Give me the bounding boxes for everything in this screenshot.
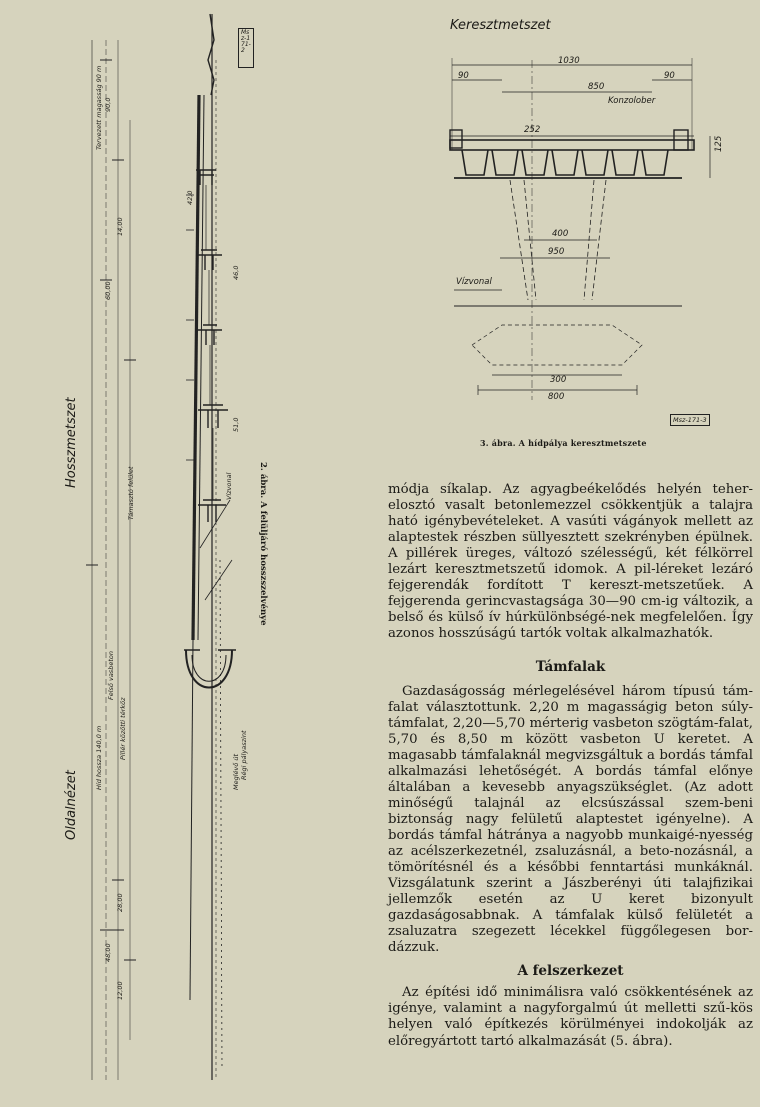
heading-superstructure: A felszerkezet — [517, 963, 624, 980]
number-label-3: 60,00 — [104, 281, 112, 300]
number-label-4: 48,00 — [104, 943, 112, 962]
cross-section-figure — [392, 0, 760, 470]
cross-section-stamp: Msz-171-3 — [670, 414, 710, 426]
article-text — [388, 482, 753, 1050]
figure-3-caption: 3. ábra. A hídpálya keresztmetszete — [480, 438, 647, 448]
paragraph-foundation: módja síkalap. Az agyagbeékelődés helyén teher-elosztó vasalt betonlemezzel csökkentjük a talajra ható igénybevételeket. A vasúti vágányok mellett az alaptestek részben süllyesztett szekrényben épülnek. A pillérek üreges, változó szélességű, két félkörrel lezárt keresztmetszetű idomok. A pil-léreket lezáró fejgerendák fordított T kereszt-metszetűek. A fejgerenda gerincvastagsága 30—90 cm-ig változik, a belső és külső ív húrkülönbségé-nek megfelelően. Így azonos hosszúságú tartók voltak alkalmazhatók. — [388, 482, 753, 642]
number-label-2: 14,00 — [116, 217, 124, 236]
number-label-6: 12,00 — [116, 981, 124, 1000]
annotation-old-deck: Régi pályaszint — [240, 730, 248, 780]
number-label-8: 46,0 — [232, 265, 240, 280]
annotation-waterline: Vízvonal — [225, 472, 233, 500]
number-label-9: 51,0 — [232, 417, 240, 432]
figure-2-caption: 2. ábra. A felüljáró hosszszelvénye — [258, 462, 268, 626]
label-konzol: Konzolober — [608, 96, 656, 106]
dim-mid: 850 — [588, 82, 605, 92]
number-label-5: 28,00 — [116, 893, 124, 912]
cross-section-title: Keresztmetszet — [450, 18, 551, 33]
number-label-7: 42,0 — [186, 190, 194, 205]
dim-inner: 400 — [552, 229, 569, 239]
heading-retaining-walls: Támfalak — [535, 659, 606, 676]
number-label-1: 90,0 — [104, 97, 112, 112]
dim-height: 125 — [714, 135, 724, 152]
annotation-support-surface: Támasztó felület — [127, 466, 135, 520]
dim-base: 950 — [548, 247, 565, 257]
side-view-label: Oldalnézet — [64, 770, 79, 840]
dim-right: 90 — [664, 71, 675, 81]
dim-footing-total: 800 — [548, 392, 565, 402]
annotation-upper-rc: Felső vasbeton — [107, 651, 115, 700]
paragraph-retaining-walls: Gazdaságosság mérlegelésével három típusú tám-falat választottunk. 2,20 m magasságig beton súly-támfalat, 2,20—5,70 mérterig vasbeton szögtám-falat, 5,70 és 8,50 m között vasbeton U keretet. A magasabb támfalaknál megvizsgáltuk a bordás támfal alkalmazási lehetőségét. A bordás támfal előnye általában a kevesebb anyagszükséglet. (Az adott minőségű talajnál az elcsúszással szem-beni biztonság nagy felületű alaptestet igényelne). A bordás támfal hátránya a nagyobb munkaigé-nyesség az acélszerkezetnél, zsaluzásnál, a beto-nozásnál, a tömörítésnél és a későbbi fenntartási munkáknál. Vizsgálatunk szerint a Jászberényi úti talajfizikai jellemzők esetén az U keret bizonyult gazdaságosabbnak. A támfalak külső felületét a zsaluzatra szegezett lécekkel függőlegesen bor-dázzuk. — [388, 683, 753, 956]
drawing-stamp: Msz-171-2 — [238, 28, 254, 68]
dim-left: 90 — [458, 71, 469, 81]
dim-left-small: 252 — [524, 125, 541, 135]
paragraph-superstructure: Az építési idő minimálisra való csökkentésének az igénye, valamint a nagyforgalmú út melletti szű-kös helyen való építkezés körülményei indokolják az előregyártott tartó alkalmazását (5. ábra). — [388, 985, 753, 1049]
annotation-design-height: Tervezett magasság 90 m — [95, 65, 103, 150]
dim-total: 1030 — [558, 56, 580, 66]
longitudinal-section-label: Hosszmetszet — [64, 397, 79, 488]
dim-footing: 300 — [550, 375, 567, 385]
cross-section-drawing — [392, 0, 760, 470]
label-waterline: Vízvonal — [456, 277, 492, 287]
annotation-bridge-length: Híd hossza 140,0 m — [95, 725, 103, 790]
annotation-pier-spacing: Pillér közötti térköz — [119, 697, 127, 760]
annotation-existing-road: Meglévő út — [232, 753, 240, 790]
